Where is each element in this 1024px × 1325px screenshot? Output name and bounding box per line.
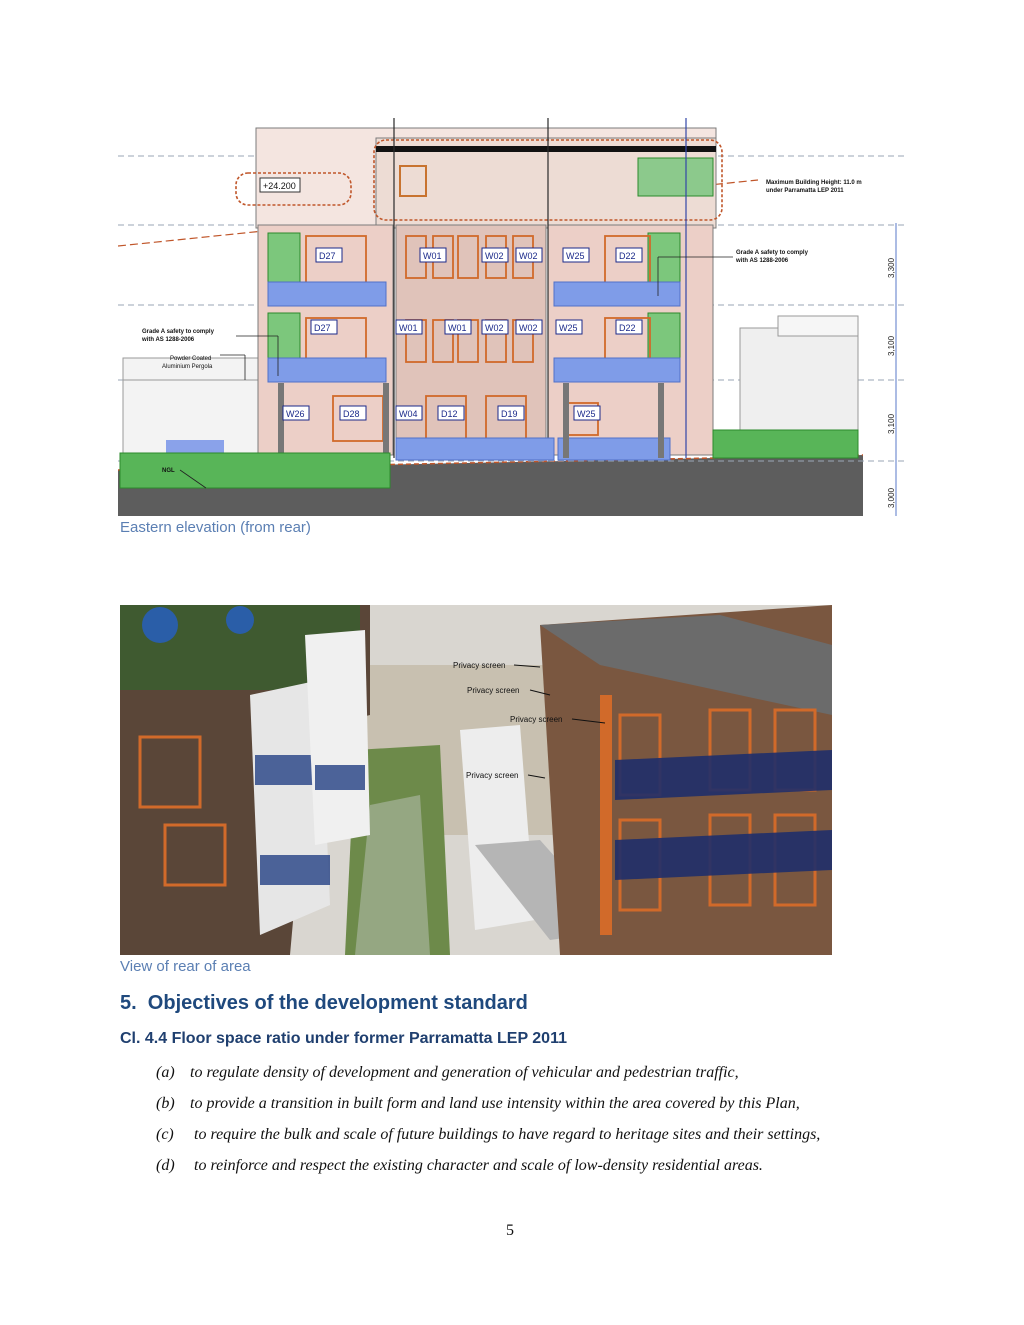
section-heading: 5. Objectives of the development standard bbox=[120, 992, 528, 1014]
tag-label: W02 bbox=[519, 251, 538, 261]
objective-label: (b) bbox=[156, 1095, 175, 1112]
tag-label: W02 bbox=[519, 323, 538, 333]
tag-label: W26 bbox=[286, 409, 305, 419]
tag-label: W25 bbox=[559, 323, 578, 333]
tag-label: D27 bbox=[314, 323, 331, 333]
objective-c bbox=[156, 1126, 820, 1144]
rear-view-svg bbox=[120, 605, 832, 955]
ngl-label: NGL bbox=[162, 468, 175, 474]
objective-text: to reinforce and respect the existing character and scale of low-density residential areas. bbox=[190, 1157, 763, 1174]
tag-label: D22 bbox=[619, 323, 636, 333]
rl-label: +24.200 bbox=[263, 181, 296, 191]
tag-label: D12 bbox=[441, 409, 458, 419]
objective-label: (a) bbox=[156, 1064, 175, 1081]
privacy-screen-label: Privacy screen bbox=[453, 661, 506, 670]
objective-b bbox=[156, 1095, 800, 1113]
grade-a-note-right-line1: Grade A safety to comply bbox=[736, 250, 808, 256]
objective-label: (d) bbox=[156, 1157, 175, 1174]
tag-label: W02 bbox=[485, 251, 504, 261]
privacy-screen-label: Privacy screen bbox=[467, 686, 520, 695]
pergola-note-line2: Aluminium Pergola bbox=[162, 364, 213, 370]
rear-view-render bbox=[120, 605, 832, 955]
dimension-labels bbox=[887, 257, 896, 508]
grade-a-note-right-line2: with AS 1288-2006 bbox=[736, 258, 789, 264]
grade-a-note-left-line1: Grade A safety to comply bbox=[142, 329, 214, 335]
dimension-label: 3,300 bbox=[887, 257, 896, 278]
tag-label: W25 bbox=[566, 251, 585, 261]
tag-label: W02 bbox=[485, 323, 504, 333]
dimension-label: 3,000 bbox=[887, 487, 896, 508]
max-height-note-line2: under Parramatta LEP 2011 bbox=[766, 188, 844, 194]
tag-label: W04 bbox=[399, 409, 418, 419]
objective-text: to regulate density of development and generation of vehicular and pedestrian traffic, bbox=[190, 1064, 739, 1081]
privacy-screen-label: Privacy screen bbox=[466, 771, 519, 780]
figure1-caption: Eastern elevation (from rear) bbox=[120, 519, 311, 536]
dimension-label: 3,100 bbox=[887, 335, 896, 356]
tag-label: D19 bbox=[501, 409, 518, 419]
section-subheading: Cl. 4.4 Floor space ratio under former Parramatta LEP 2011 bbox=[120, 1030, 567, 1047]
privacy-screen-label: Privacy screen bbox=[510, 715, 563, 724]
dimension-label: 3,100 bbox=[887, 413, 896, 434]
tag-label: W01 bbox=[423, 251, 442, 261]
tag-label: W01 bbox=[448, 323, 467, 333]
objective-label: (c) bbox=[156, 1126, 174, 1143]
tag-label: W25 bbox=[577, 409, 596, 419]
tag-label: W01 bbox=[399, 323, 418, 333]
objective-a bbox=[156, 1064, 739, 1082]
objective-d bbox=[156, 1157, 763, 1175]
tag-label: D28 bbox=[343, 409, 360, 419]
elevation-drawing bbox=[118, 118, 908, 518]
figure2-caption: View of rear of area bbox=[120, 958, 251, 975]
max-height-note-line1: Maximum Building Height: 11.0 m bbox=[766, 180, 862, 186]
grade-a-note-left-line2: with AS 1288-2006 bbox=[142, 337, 195, 343]
objective-text: to provide a transition in built form and land use intensity within the area covered by this Plan, bbox=[190, 1095, 800, 1112]
elevation-svg bbox=[118, 118, 908, 518]
tag-label: D27 bbox=[319, 251, 336, 261]
objective-text: to require the bulk and scale of future buildings to have regard to heritage sites and their settings, bbox=[190, 1126, 821, 1143]
pergola-note-line1: Powder Coated bbox=[170, 356, 212, 362]
page-number: 5 bbox=[506, 1222, 514, 1239]
tag-label: D22 bbox=[619, 251, 636, 261]
